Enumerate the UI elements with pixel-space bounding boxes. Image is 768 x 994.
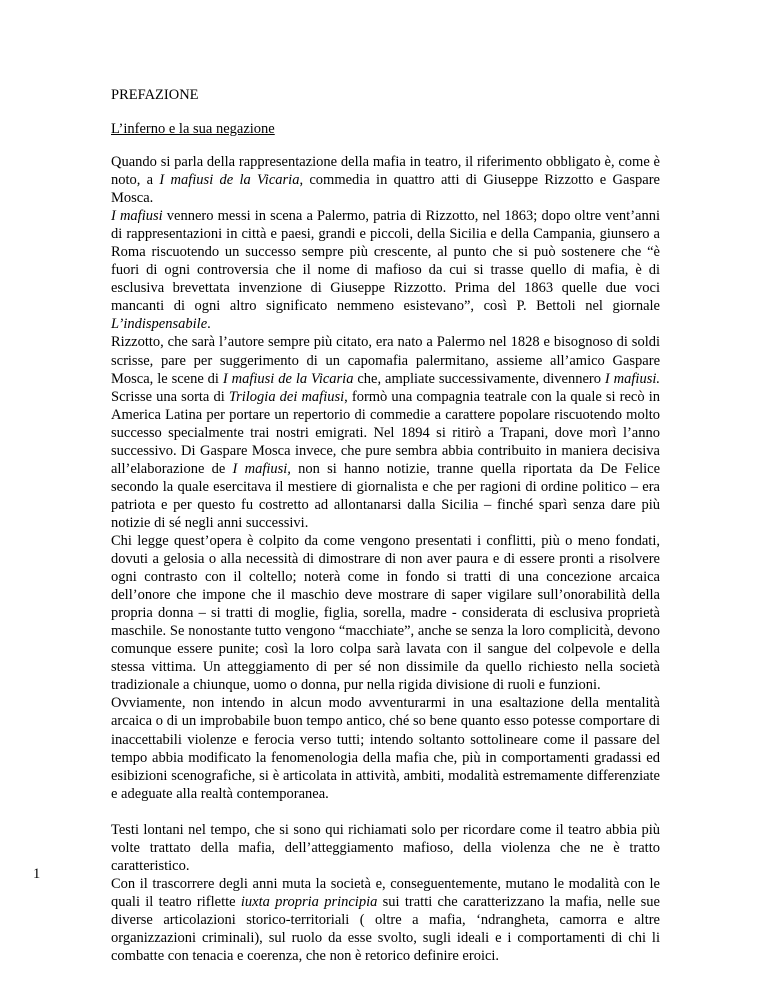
text-run: , commedia in quattro atti di Giuseppe Rizzotto e Gaspare Mosca. <box>111 172 660 207</box>
text-run: Scrisse una sorta di <box>111 388 229 405</box>
text-run: Quando si parla della rappresentazione della mafia in teatro, il riferimento obbligato è, come è noto, a <box>111 154 660 189</box>
text-run: , formò una compagnia teatrale con la quale si recò in America Latina per portare un repertorio di commedie a carattere popolare riscuotendo molto successo specialmente trai nostri emigrati. Nel 1894 si ritirò a Trapani, dove morì l’anno successivo. Di Gaspare Mosca invece, che pure sembra abbia contribuito in maniera decisiva all’elaborazione de <box>111 388 660 477</box>
text-run: . <box>207 316 211 333</box>
paragraph <box>111 694 660 802</box>
italic-title: I mafiusi de la Vicaria <box>222 370 354 387</box>
section-heading: PREFAZIONE <box>111 87 199 103</box>
text-run: Testi lontani nel tempo, che si sono qui richiamati solo per ricordare come il teatro abbia più volte trattato della mafia, dell’atteggiamento mafioso, della violenza che ne è tratto caratteristico. <box>111 821 660 874</box>
italic-title: I mafiusi <box>111 208 163 225</box>
text-run: sui tratti che caratterizzano la mafia, nelle sue diverse articolazioni storico-territoriali ( oltre a mafia, ‘ndrangheta, camorra e altre organizzazioni criminali), sul ruolo da esse svolto, sugli ideali e i comportamenti di chi li combatte con tenacia e coerenza, che non è retorico definire eroici. <box>111 893 660 965</box>
text-run: Ovviamente, non intendo in alcun modo avventurarmi in una esaltazione della mentalità arcaica o di un improbabile buon tempo antico, ché so bene quanto esso potesse comportare di inaccettabili violenze e ferocia verso tutti; intendo soltanto sottolineare come il passare del tempo abbia modificato la fenomenologia della mafia che, più in comportamenti gradassi ed esibizioni scenografiche, si è articolata in attività, ambiti, modalità estremamente differenziate e adeguate alla realtà contemporanea. <box>111 695 660 802</box>
text-run: Con il trascorrere degli anni muta la società e, conseguentemente, mutano le modalità con le quali il teatro riflette <box>111 875 660 910</box>
paragraph <box>111 153 660 207</box>
text-run: vennero messi in scena a Palermo, patria di Rizzotto, nel 1863; dopo oltre vent’anni di rappresentazioni in città e paesi, grandi e piccoli, della Sicilia e della Campania, giunsero a Roma riscuotendo un successo sempre più crescente, al punto che si può sostenere che “è fuori di ogni controversia che il nome di mafioso da cui si trasse quello di mafia, è di esclusiva brevettata invenzione di Giuseppe Rizzotto. Prima del 1863 quelle due voci mancanti di ogni altro significato nemmeno esistevano”, così P. Bettoli nel giornale <box>111 208 661 315</box>
paragraph <box>111 875 660 965</box>
paragraph <box>111 821 660 875</box>
paragraph <box>111 333 660 532</box>
italic-title: iuxta propria principia <box>240 893 378 910</box>
italic-title: I mafiusi de la Vicaria <box>159 172 300 189</box>
body-text <box>111 153 660 965</box>
text-run: che, ampliate successivamente, divennero <box>353 370 605 387</box>
chapter-subtitle: L’inferno e la sua negazione <box>111 121 275 137</box>
text-run: Rizzotto, che sarà l’autore sempre più citato, era nato a Palermo nel 1828 e bisognoso di soldi scrisse, pare per suggerimento di un capomafia palermitano, assieme all’amico Gaspare Mosca, le scene di <box>111 334 660 387</box>
page-number: 1 <box>33 866 41 882</box>
italic-title: I mafiusi, <box>232 460 291 477</box>
italic-title: I mafiusi. <box>604 370 660 387</box>
italic-title: L’indispensabile <box>111 316 208 333</box>
italic-title: Trilogia dei mafiusi <box>228 388 345 405</box>
text-run: Chi legge quest’opera è colpito da come vengono presentati i conflitti, più o meno fondati, dovuti a gelosia o alla necessità di dimostrare di non aver paura e di essere pronti a risolvere ogni contrasto con il coltello; noterà come in fondo si tratti di una concezione arcaica dell’onore che impone che il maschio deve mostrare di saper vigilare sull’onorabilità della propria donna – si tratti di moglie, figlia, sorella, madre - considerata di esclusiva proprietà maschile. Se nonostante tutto vengono “macchiate”, anche se senza la loro complicità, devono comunque essere punite; così la loro colpa sarà lavata con il sangue del colpevole e della stessa vittima. Un atteggiamento di per sé non dissimile da quello richiesto nella società tradizionale a chiunque, uomo o donna, pur nella rigida divisione di ruoli e funzioni. <box>111 532 660 694</box>
paragraph <box>111 207 660 333</box>
paragraph <box>111 532 660 694</box>
text-run: non si hanno notizie, tranne quella riportata da De Felice secondo la quale esercitava il mestiere di giornalista e che per ragioni di ordine politico – era patriota e per questo fu costretto ad allontanarsi dalla Sicilia – finché sparì senza dare più notizie di sé negli anni successivi. <box>111 460 661 531</box>
